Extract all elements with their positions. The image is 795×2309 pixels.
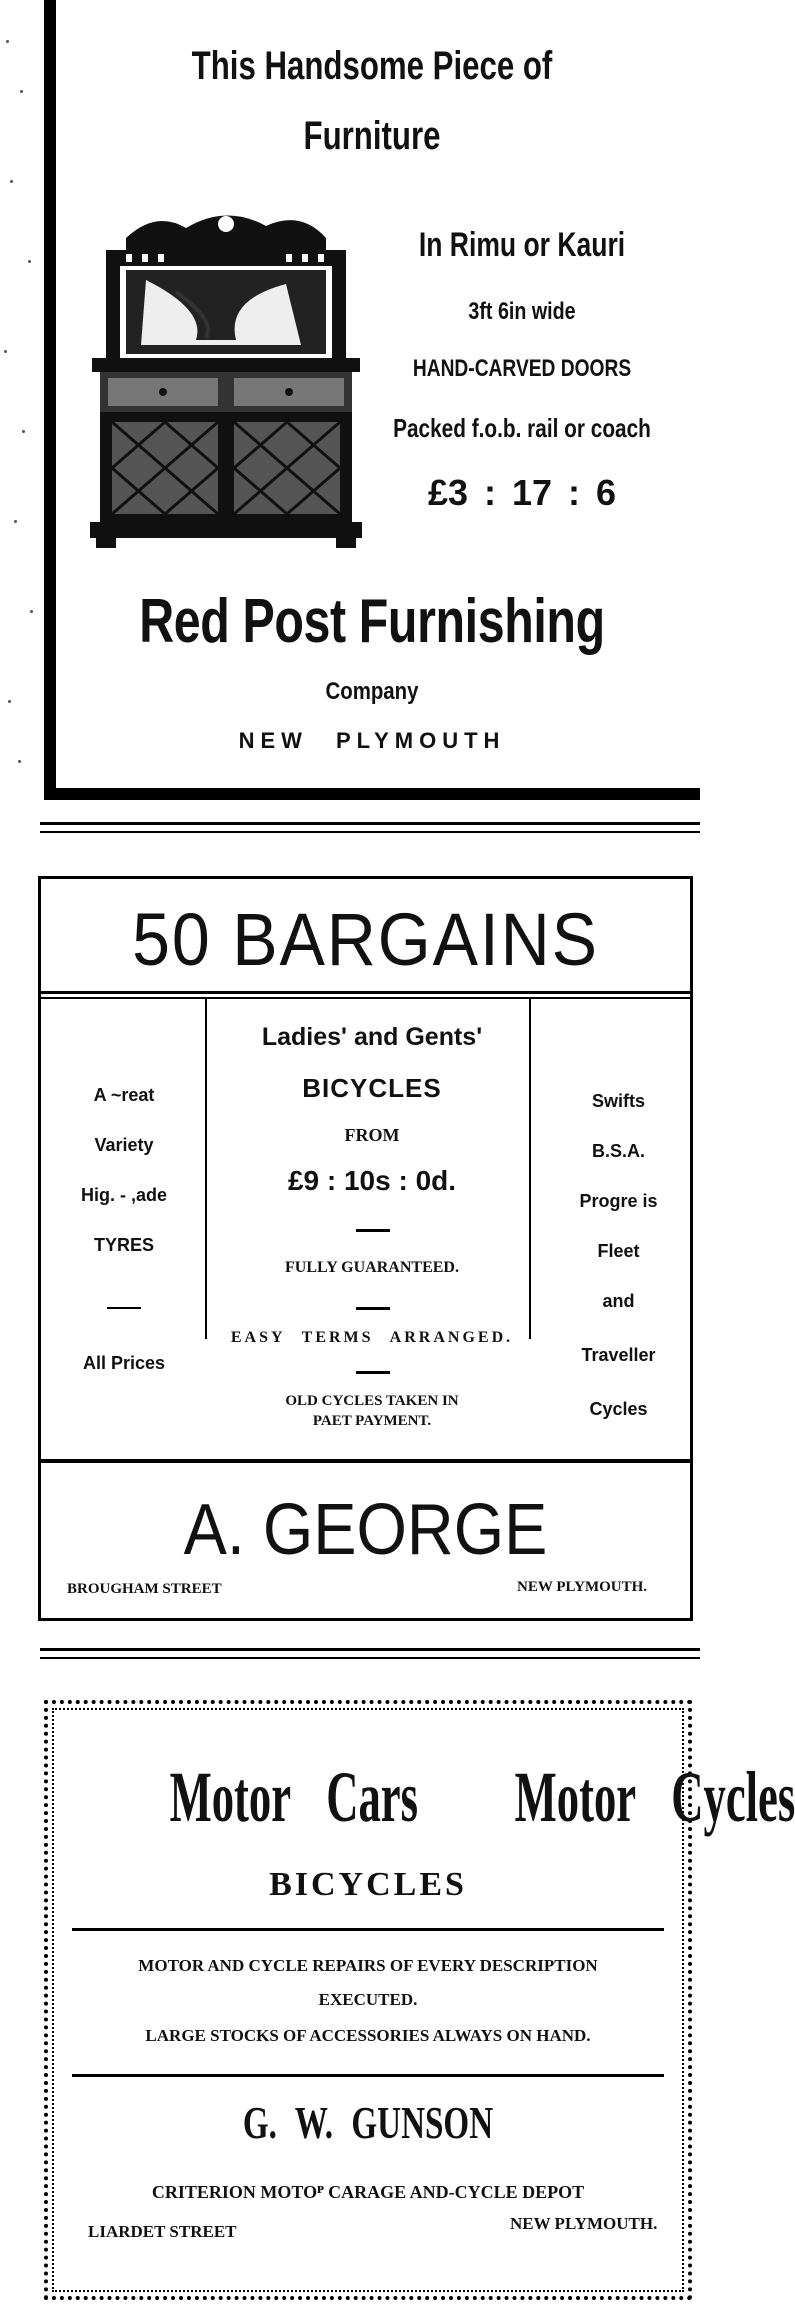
bottom-border-rule (44, 788, 700, 800)
ad2-right-line: B.S.A. (591, 1141, 645, 1161)
ad1-spec-doors: HAND-CARVED DOORS (412, 355, 632, 382)
ad1-spec-shipping: Packed f.o.b. rail or coach (393, 413, 651, 443)
ad2-trade-in-2: PAET PAYMENT. (312, 1413, 432, 1429)
ad2-headline: 50 BARGAINS (132, 898, 599, 981)
ad2-right-line: Traveller (581, 1345, 656, 1365)
ad3-repairs-line: MOTOR AND CYCLE REPAIRS OF EVERY DESCRIPTION (138, 1956, 598, 1975)
ad2-left-line: Variety (94, 1135, 154, 1155)
separator-rule (40, 822, 700, 833)
ad2-trade-in-1: OLD CYCLES TAKEN IN (285, 1393, 459, 1409)
ad2-right-line: Progre is (579, 1191, 658, 1211)
ad3-street: LIARDET STREET (88, 2222, 237, 2241)
ad2-street: BROUGHAM STREET (67, 1581, 222, 1597)
ad3-proprietor-name: G. W. GUNSON (242, 2097, 494, 2148)
ad1-title-line1: This Handsome Piece of (191, 44, 553, 88)
ad3-headline-left: Motor Cars (169, 1757, 418, 1837)
sideboard-illustration (86, 210, 366, 550)
ad2-terms: EASY TERMS ARRANGED. (230, 1329, 514, 1346)
ad3-headline-right: Motor Cycles (514, 1757, 795, 1837)
ad1-spec-wood: In Rimu or Kauri (418, 226, 626, 264)
ad1-spec-width: 3ft 6in wide (468, 298, 576, 325)
bicycle-advertisement (38, 876, 693, 1621)
ad1-company-suffix: Company (325, 678, 419, 705)
ad1-price: £3 : 17 : 6 (427, 472, 617, 513)
left-border-rule (44, 0, 56, 795)
ad3-executed-line: EXECUTED. (318, 1990, 418, 2009)
ad2-divider-top (41, 991, 690, 994)
separator-rule (40, 1648, 700, 1659)
ad3-subhead: BICYCLES (269, 1866, 467, 1903)
ad2-guarantee: FULLY GUARANTEED. (285, 1259, 459, 1276)
ad1-title-line2: Furniture (303, 114, 441, 158)
ad3-rule-top (72, 1928, 664, 1931)
ad3-headline (169, 1756, 795, 1839)
ad2-left-line: A ~reat (93, 1085, 155, 1105)
ad2-left-line: Hig. - ,ade (80, 1185, 167, 1205)
ad2-right-line: Swifts (591, 1091, 645, 1111)
ad2-right-line: and (602, 1291, 635, 1311)
ad2-left-dash (107, 1307, 141, 1309)
ad2-dealer-name: A. GEORGE (183, 1490, 548, 1570)
ad2-divider-bottom (41, 1459, 690, 1463)
ad1-town: NEW PLYMOUTH (238, 728, 506, 753)
ad3-rule-bottom (72, 2074, 664, 2077)
furniture-advertisement (44, 0, 700, 800)
ad2-left-line: TYRES (93, 1235, 154, 1255)
ad2-left-line: All Prices (82, 1353, 166, 1373)
ad3-business: CRITERION MOTOᴾ CARAGE AND-CYCLE DEPOT (151, 2182, 585, 2202)
ad2-mid-line1: Ladies' and Gents' (261, 1023, 483, 1051)
ad3-stock-line: LARGE STOCKS OF ACCESSORIES ALWAYS ON HAND. (145, 2026, 591, 2045)
motor-advertisement (44, 1700, 795, 2300)
ad2-right-line: Fleet (597, 1241, 640, 1261)
ad2-town: NEW PLYMOUTH. (517, 1579, 648, 1595)
ad2-right-line: Cycles (589, 1399, 648, 1419)
ad2-price: £9 : 10s : 0d. (287, 1165, 457, 1196)
ad3-town: NEW PLYMOUTH. (510, 2214, 658, 2233)
ad2-mid-line2: BICYCLES (302, 1073, 442, 1103)
ad1-company-name: Red Post Furnishing (139, 587, 605, 656)
ad2-mid-line3: FROM (344, 1125, 400, 1145)
